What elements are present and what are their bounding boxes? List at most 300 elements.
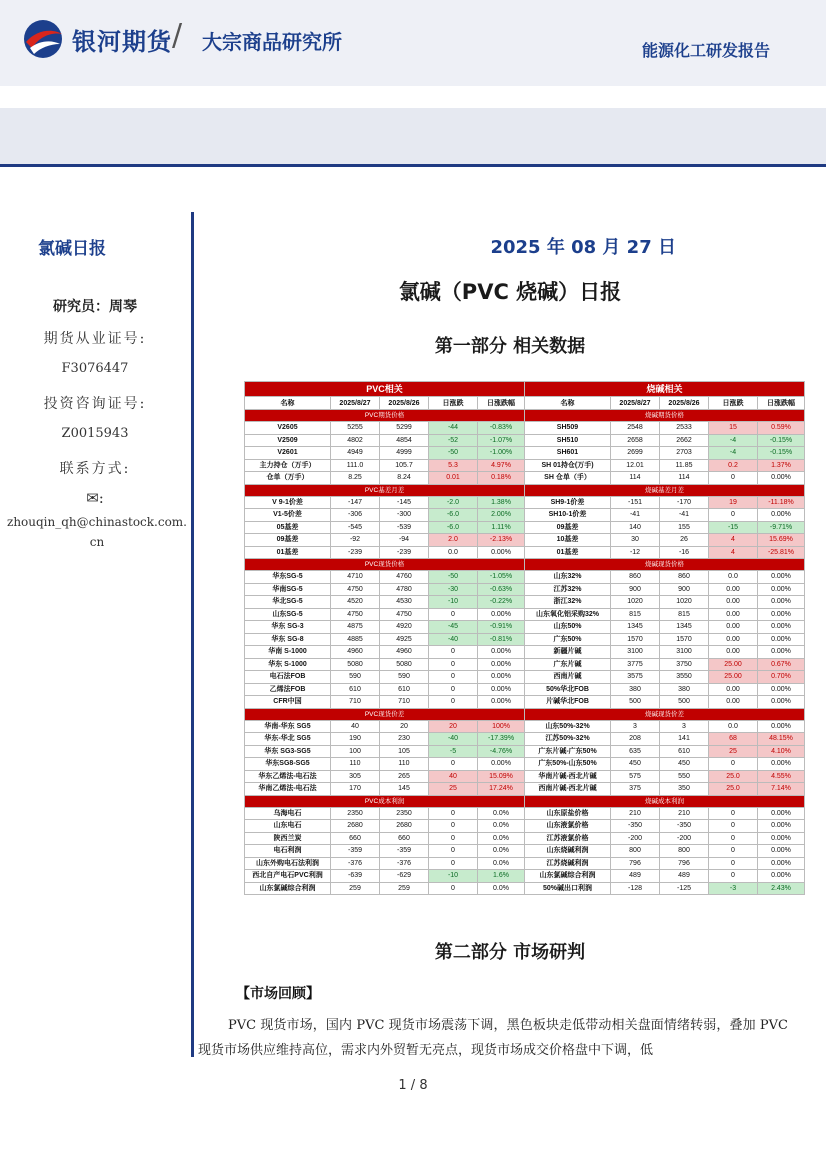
- daily-change-pct: -0.15%: [758, 434, 805, 447]
- row-name: 华东 SG-3: [245, 621, 331, 634]
- daily-change: -6.0: [429, 521, 478, 534]
- row-name: 50%华北FOB: [525, 683, 611, 696]
- daily-change-pct: -9.71%: [758, 521, 805, 534]
- daily-change-pct: 1.6%: [478, 870, 525, 883]
- section-header: PVC成本利润: [245, 795, 525, 807]
- value-previous: 3750: [660, 658, 709, 671]
- value-current: 114: [611, 472, 660, 485]
- daily-change: 0: [709, 758, 758, 771]
- row-name: SH9-1价差: [525, 496, 611, 509]
- table-row: [525, 633, 805, 646]
- daily-change: 2.0: [429, 534, 478, 547]
- value-current: 2350: [331, 807, 380, 820]
- daily-change-pct: 4.97%: [478, 459, 525, 472]
- pvc-table-header: PVC相关: [245, 382, 525, 397]
- column-header: 2025/8/26: [660, 397, 709, 410]
- daily-change: 0: [429, 696, 478, 709]
- daily-change-pct: 0.59%: [758, 422, 805, 435]
- daily-change-pct: -0.81%: [478, 633, 525, 646]
- page-number: 1 / 8: [398, 1078, 428, 1093]
- value-previous: -94: [380, 534, 429, 547]
- daily-change-pct: 0.00%: [758, 683, 805, 696]
- daily-change-pct: 0.00%: [478, 683, 525, 696]
- daily-change-pct: -0.22%: [478, 596, 525, 609]
- daily-change: 0.00: [709, 621, 758, 634]
- table-row: [525, 658, 805, 671]
- table-row: [525, 870, 805, 883]
- table-row: [525, 683, 805, 696]
- table-row: [245, 459, 525, 472]
- row-name: 西南片碱: [525, 671, 611, 684]
- value-previous: 5080: [380, 658, 429, 671]
- daily-change: -6.0: [429, 509, 478, 522]
- daily-change: 0: [429, 658, 478, 671]
- part2-title: 第二部分 市场研判: [434, 942, 586, 963]
- value-current: 4949: [331, 447, 380, 460]
- table-row: [245, 546, 525, 559]
- report-type: 能源化工研发报告: [641, 41, 770, 60]
- daily-change-pct: 0.00%: [478, 696, 525, 709]
- daily-change-pct: 0.67%: [758, 658, 805, 671]
- value-previous: 450: [660, 758, 709, 771]
- daily-change: -44: [429, 422, 478, 435]
- daily-change-pct: 0.18%: [478, 472, 525, 485]
- value-current: 500: [611, 696, 660, 709]
- value-current: 111.0: [331, 459, 380, 472]
- value-previous: 4750: [380, 608, 429, 621]
- row-name: 电石利润: [245, 845, 331, 858]
- daily-change: -10: [429, 870, 478, 883]
- report-header: [0, 0, 826, 86]
- daily-change: 0.00: [709, 696, 758, 709]
- value-previous: 2662: [660, 434, 709, 447]
- row-name: 山东氧化铝采购32%: [525, 608, 611, 621]
- row-name: SH 仓单（手）: [525, 472, 611, 485]
- value-current: 380: [611, 683, 660, 696]
- daily-change: 0: [429, 683, 478, 696]
- daily-change-pct: 48.15%: [758, 733, 805, 746]
- table-row: [245, 770, 525, 783]
- value-previous: -16: [660, 546, 709, 559]
- value-previous: 610: [380, 683, 429, 696]
- value-previous: 4999: [380, 447, 429, 460]
- value-previous: 105.7: [380, 459, 429, 472]
- table-row: [245, 496, 525, 509]
- daily-change-pct: -1.07%: [478, 434, 525, 447]
- row-name: 江苏32%: [525, 583, 611, 596]
- value-previous: 710: [380, 696, 429, 709]
- row-name: 陕西兰炭: [245, 832, 331, 845]
- row-name: 山东32%: [525, 571, 611, 584]
- value-current: -200: [611, 832, 660, 845]
- daily-change-pct: 0.00%: [758, 758, 805, 771]
- daily-change-pct: -0.91%: [478, 621, 525, 634]
- daily-change-pct: -0.63%: [478, 583, 525, 596]
- value-previous: -200: [660, 832, 709, 845]
- value-previous: 5299: [380, 422, 429, 435]
- consult-number: Z0015943: [61, 426, 129, 441]
- value-current: 900: [611, 583, 660, 596]
- row-name: 山东烧碱利润: [525, 845, 611, 858]
- daily-change-pct: 0.00%: [758, 845, 805, 858]
- row-name: 10基差: [525, 534, 611, 547]
- value-current: 100: [331, 745, 380, 758]
- daily-change: 0.00: [709, 608, 758, 621]
- table-row: [245, 509, 525, 522]
- row-name: 华东 S-1000: [245, 658, 331, 671]
- value-previous: 8.24: [380, 472, 429, 485]
- row-name: 华北SG-5: [245, 596, 331, 609]
- value-current: -41: [611, 509, 660, 522]
- table-row: [525, 422, 805, 435]
- value-current: 170: [331, 783, 380, 796]
- value-previous: 2703: [660, 447, 709, 460]
- daily-change: 0.01: [429, 472, 478, 485]
- row-name: 01基差: [525, 546, 611, 559]
- section-header: 烧碱成本利润: [525, 795, 805, 807]
- value-current: 2548: [611, 422, 660, 435]
- daily-change-pct: -0.15%: [758, 447, 805, 460]
- email-address[interactable]: zhouqin_qh@chinastock.com.cn: [7, 515, 187, 549]
- table-row: [245, 696, 525, 709]
- value-previous: 114: [660, 472, 709, 485]
- value-current: 4520: [331, 596, 380, 609]
- column-header: 2025/8/27: [611, 397, 660, 410]
- value-previous: 4920: [380, 621, 429, 634]
- table-row: [525, 733, 805, 746]
- daily-change: 5.3: [429, 459, 478, 472]
- table-row: [525, 447, 805, 460]
- row-name: 仓单（万手）: [245, 472, 331, 485]
- daily-change-pct: 1.38%: [478, 496, 525, 509]
- column-header: 2025/8/27: [331, 397, 380, 410]
- daily-change-pct: -4.76%: [478, 745, 525, 758]
- table-row: [525, 521, 805, 534]
- report-date: 2025 年 08 月 27 日: [490, 237, 676, 258]
- table-row: [245, 683, 525, 696]
- value-previous: 1345: [660, 621, 709, 634]
- row-name: 山东50%: [525, 621, 611, 634]
- value-previous: 145: [380, 783, 429, 796]
- daily-change: 4: [709, 546, 758, 559]
- daily-change-pct: 15.09%: [478, 770, 525, 783]
- table-row: [245, 845, 525, 858]
- daily-change: 0: [429, 820, 478, 833]
- table-row: [525, 832, 805, 845]
- value-current: 1020: [611, 596, 660, 609]
- value-current: -128: [611, 882, 660, 895]
- daily-change: 0: [709, 820, 758, 833]
- value-previous: 4960: [380, 646, 429, 659]
- column-header: 日涨跌幅: [478, 397, 525, 410]
- value-previous: 2680: [380, 820, 429, 833]
- table-row: [525, 758, 805, 771]
- row-name: SH10-1价差: [525, 509, 611, 522]
- daily-change-pct: 0.0%: [478, 857, 525, 870]
- license-label: 期货从业证号:: [43, 331, 147, 347]
- value-previous: -350: [660, 820, 709, 833]
- row-name: 江苏液氯价格: [525, 832, 611, 845]
- logo-divider: /: [172, 18, 183, 53]
- daily-change: 0: [709, 845, 758, 858]
- table-row: [245, 583, 525, 596]
- row-name: 山东电石: [245, 820, 331, 833]
- daily-change: 0: [429, 857, 478, 870]
- row-name: 山东外购电石法利润: [245, 857, 331, 870]
- daily-change: 0: [429, 807, 478, 820]
- value-current: -92: [331, 534, 380, 547]
- table-row: [245, 571, 525, 584]
- value-previous: 610: [660, 745, 709, 758]
- row-name: V2601: [245, 447, 331, 460]
- table-row: [525, 720, 805, 733]
- daily-change-pct: 4.55%: [758, 770, 805, 783]
- daily-change-pct: 0.00%: [478, 658, 525, 671]
- daily-change-pct: 7.14%: [758, 783, 805, 796]
- value-current: 8.25: [331, 472, 380, 485]
- value-current: -376: [331, 857, 380, 870]
- value-current: 210: [611, 807, 660, 820]
- daily-change: 40: [429, 770, 478, 783]
- row-name: SH509: [525, 422, 611, 435]
- value-current: 3100: [611, 646, 660, 659]
- row-name: 西北自产电石PVC利润: [245, 870, 331, 883]
- daily-change: -40: [429, 733, 478, 746]
- table-row: [525, 571, 805, 584]
- table-row: [525, 546, 805, 559]
- galaxy-logo-icon: [22, 18, 64, 60]
- value-current: 140: [611, 521, 660, 534]
- daily-change-pct: 15.69%: [758, 534, 805, 547]
- value-current: 610: [331, 683, 380, 696]
- daily-change-pct: -0.83%: [478, 422, 525, 435]
- column-header: 日涨跌: [709, 397, 758, 410]
- value-previous: 796: [660, 857, 709, 870]
- daily-change: -40: [429, 633, 478, 646]
- value-previous: 2533: [660, 422, 709, 435]
- row-name: 片碱华北FOB: [525, 696, 611, 709]
- table-row: [245, 608, 525, 621]
- daily-change-pct: 0.00%: [758, 696, 805, 709]
- value-current: 590: [331, 671, 380, 684]
- daily-change-pct: -1.00%: [478, 447, 525, 460]
- row-name: 华南SG-5: [245, 583, 331, 596]
- daily-change: 68: [709, 733, 758, 746]
- daily-change: 19: [709, 496, 758, 509]
- daily-change-pct: 0.0%: [478, 845, 525, 858]
- institute-name: 大宗商品研究所: [202, 30, 342, 54]
- row-name: 电石法FOB: [245, 671, 331, 684]
- value-current: 5255: [331, 422, 380, 435]
- value-current: -239: [331, 546, 380, 559]
- table-row: [245, 720, 525, 733]
- daily-change: 0: [429, 832, 478, 845]
- table-row: [245, 870, 525, 883]
- table-row: [245, 745, 525, 758]
- value-current: 2658: [611, 434, 660, 447]
- table-row: [245, 658, 525, 671]
- row-name: V 9-1价差: [245, 496, 331, 509]
- table-row: [245, 733, 525, 746]
- value-previous: 660: [380, 832, 429, 845]
- table-row: [245, 534, 525, 547]
- daily-change: 0.2: [709, 459, 758, 472]
- value-current: 635: [611, 745, 660, 758]
- value-previous: -145: [380, 496, 429, 509]
- section-header: PVC期货价格: [245, 410, 525, 422]
- daily-change-pct: 0.00%: [758, 857, 805, 870]
- row-name: 华东SG-5: [245, 571, 331, 584]
- daily-change-pct: 0.00%: [478, 671, 525, 684]
- daily-change-pct: -25.81%: [758, 546, 805, 559]
- table-row: [245, 447, 525, 460]
- daily-change: -15: [709, 521, 758, 534]
- envelope-icon: ✉:: [86, 489, 104, 507]
- table-row: [525, 459, 805, 472]
- daily-change: -2.0: [429, 496, 478, 509]
- daily-change-pct: 0.00%: [758, 472, 805, 485]
- section-header: PVC现货价格: [245, 559, 525, 571]
- row-name: 主力持仓（万手）: [245, 459, 331, 472]
- value-previous: 4760: [380, 571, 429, 584]
- row-name: 西南片碱-西北片碱: [525, 783, 611, 796]
- value-previous: -629: [380, 870, 429, 883]
- row-name: 山东液氯价格: [525, 820, 611, 833]
- row-name: 华东 SG3-SG5: [245, 745, 331, 758]
- value-previous: -359: [380, 845, 429, 858]
- row-name: V1-5价差: [245, 509, 331, 522]
- daily-change-pct: -1.05%: [478, 571, 525, 584]
- daily-change: 0.00: [709, 683, 758, 696]
- row-name: 05基差: [245, 521, 331, 534]
- row-name: 华东 SG-8: [245, 633, 331, 646]
- value-previous: 800: [660, 845, 709, 858]
- value-current: 4710: [331, 571, 380, 584]
- row-name: 广东50%: [525, 633, 611, 646]
- row-name: SH510: [525, 434, 611, 447]
- daily-change-pct: 0.00%: [758, 832, 805, 845]
- row-name: 江苏50%-32%: [525, 733, 611, 746]
- daily-change: 0: [709, 472, 758, 485]
- daily-change: 0: [709, 509, 758, 522]
- table-row: [245, 882, 525, 895]
- daily-change: 0.00: [709, 596, 758, 609]
- table-row: [525, 783, 805, 796]
- value-current: -545: [331, 521, 380, 534]
- daily-change-pct: 100%: [478, 720, 525, 733]
- value-previous: 141: [660, 733, 709, 746]
- daily-change: 0: [429, 646, 478, 659]
- daily-change: -4: [709, 447, 758, 460]
- value-previous: 3100: [660, 646, 709, 659]
- value-current: 800: [611, 845, 660, 858]
- value-previous: -41: [660, 509, 709, 522]
- daily-change-pct: -17.39%: [478, 733, 525, 746]
- table-row: [525, 434, 805, 447]
- daily-change: 0: [429, 758, 478, 771]
- table-row: [525, 509, 805, 522]
- row-name: 华南乙烯法-电石法: [245, 783, 331, 796]
- value-current: 4885: [331, 633, 380, 646]
- row-name: V2605: [245, 422, 331, 435]
- report-subheader: [0, 108, 826, 259]
- consult-label: 投资咨询证号:: [43, 396, 147, 412]
- table-row: [525, 857, 805, 870]
- value-previous: 210: [660, 807, 709, 820]
- column-header: 名称: [245, 397, 331, 410]
- table-row: [245, 521, 525, 534]
- table-row: [525, 621, 805, 634]
- value-current: 259: [331, 882, 380, 895]
- value-previous: 3: [660, 720, 709, 733]
- researcher: 研究员：周琴: [53, 299, 137, 315]
- value-current: 4960: [331, 646, 380, 659]
- daily-change: 25.0: [709, 783, 758, 796]
- value-current: 575: [611, 770, 660, 783]
- value-current: -639: [331, 870, 380, 883]
- column-header: 名称: [525, 397, 611, 410]
- value-previous: 590: [380, 671, 429, 684]
- daily-change: 25: [709, 745, 758, 758]
- value-current: -147: [331, 496, 380, 509]
- row-name: 山东SG-5: [245, 608, 331, 621]
- daily-change: 25: [429, 783, 478, 796]
- value-current: 3: [611, 720, 660, 733]
- value-previous: 1020: [660, 596, 709, 609]
- value-current: 305: [331, 770, 380, 783]
- value-current: 1570: [611, 633, 660, 646]
- daily-change: 0.0: [429, 546, 478, 559]
- value-previous: 4530: [380, 596, 429, 609]
- table-row: [525, 472, 805, 485]
- table-row: [525, 807, 805, 820]
- value-previous: 1570: [660, 633, 709, 646]
- daily-change: -50: [429, 447, 478, 460]
- value-previous: 550: [660, 770, 709, 783]
- daily-change: 0.0: [709, 720, 758, 733]
- value-previous: 155: [660, 521, 709, 534]
- table-row: [525, 646, 805, 659]
- table-row: [525, 770, 805, 783]
- table-row: [245, 758, 525, 771]
- daily-change-pct: 1.37%: [758, 459, 805, 472]
- company-name: 银河期货: [72, 28, 172, 56]
- daily-change-pct: 2.00%: [478, 509, 525, 522]
- market-review-text: PVC 现货市场，国内 PVC 现货市场震荡下调，黑色板块走低带动相关盘面情绪转弱，叠加 PVC 现货市场供应维持高位，需求内外贸暂无亮点，现货市场成交价格盘中下调，低: [198, 1018, 788, 1058]
- value-current: -12: [611, 546, 660, 559]
- table-row: [245, 807, 525, 820]
- row-name: 华南 S-1000: [245, 646, 331, 659]
- daily-change: -45: [429, 621, 478, 634]
- value-current: -359: [331, 845, 380, 858]
- report-name: 氯碱日报: [38, 239, 106, 259]
- caustic-table-header: 烧碱相关: [525, 382, 805, 397]
- value-current: 489: [611, 870, 660, 883]
- value-previous: -376: [380, 857, 429, 870]
- row-name: 09基差: [245, 534, 331, 547]
- row-name: 华东乙烯法-电石法: [245, 770, 331, 783]
- table-row: [245, 832, 525, 845]
- value-previous: 815: [660, 608, 709, 621]
- value-previous: 11.85: [660, 459, 709, 472]
- daily-change: 0: [429, 882, 478, 895]
- value-current: 5080: [331, 658, 380, 671]
- table-row: [525, 671, 805, 684]
- value-current: 4750: [331, 608, 380, 621]
- value-current: 375: [611, 783, 660, 796]
- value-previous: 265: [380, 770, 429, 783]
- row-name: 山东氯碱综合利润: [245, 882, 331, 895]
